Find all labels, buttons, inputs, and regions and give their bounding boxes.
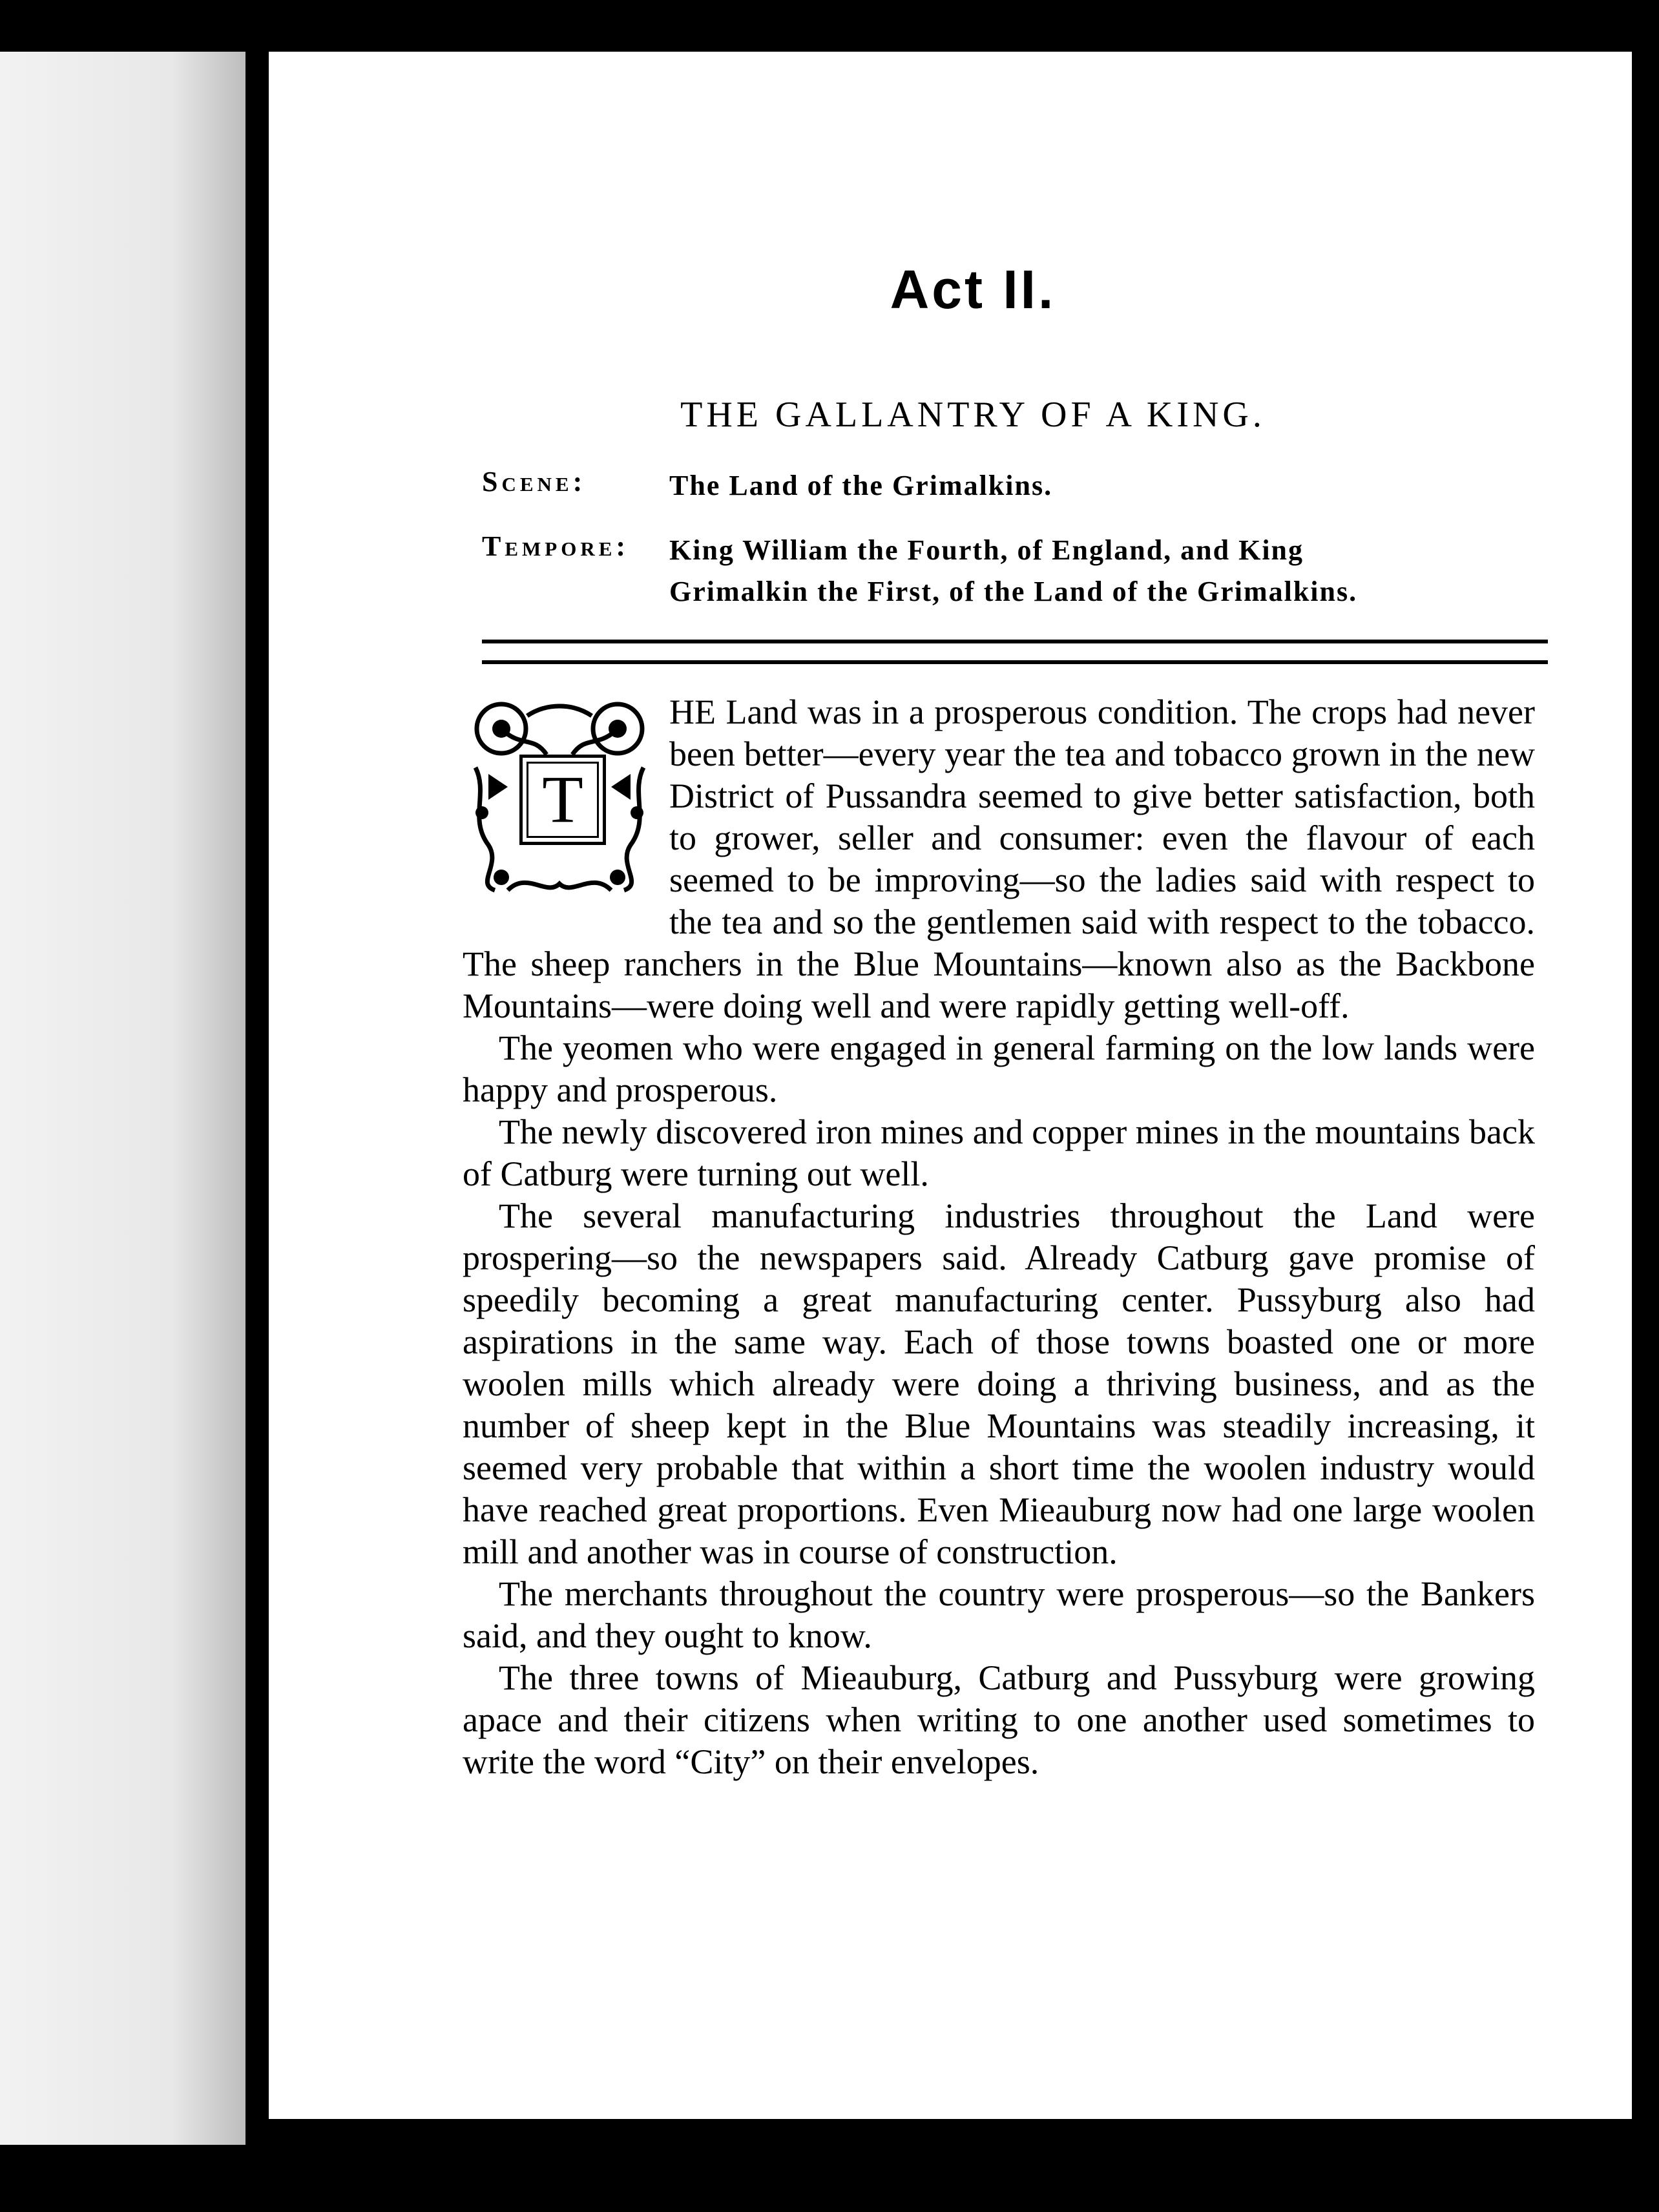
- scene-value: The Land of the Grimalkins.: [669, 470, 1053, 501]
- tempore-value: [669, 530, 1535, 612]
- act-heading: Act II.: [890, 259, 1056, 320]
- facing-page-edge: [0, 52, 245, 2145]
- book-gutter: [245, 45, 269, 2151]
- double-rule-divider: [482, 640, 1548, 664]
- ornamental-drop-cap: [463, 696, 656, 903]
- drop-cap-letter: T: [519, 755, 606, 845]
- paragraph: HE Land was in a prosperous condition. The crops had never been better—every year the tea and tobacco grown in the new District of Pussandra seemed to give better satisfaction, both to grower, seller and consumer: even the flavour of each seemed to be improving—so the ladies said with respect to the tea and so the gentlemen said with respect to the tobacco. The sheep ranchers in the Blue Mountains—known also as the Backbone Mountains—were doing well and were rapidly getting well-off.: [463, 693, 1535, 1025]
- tempore-label: Tempore:: [482, 530, 630, 562]
- tempore-line-2: Grimalkin the First, of the Land of the Grimalkins.: [669, 576, 1358, 607]
- chapter-title: THE GALLANTRY OF A KING.: [680, 395, 1266, 435]
- book-page: [269, 52, 1632, 2119]
- paragraph: The merchants throughout the country were prosperous—so the Bankers said, and they ought to know.: [463, 1574, 1535, 1655]
- paragraph: The three towns of Mieauburg, Catburg and Pussyburg were growing apace and their citizens when writing to one another used sometimes to write the word “City” on their envelopes.: [463, 1658, 1535, 1781]
- paragraph: The newly discovered iron mines and copper mines in the mountains back of Catburg were turning out well.: [463, 1112, 1535, 1193]
- chapter-body: [463, 691, 1535, 1783]
- paragraph: The yeomen who were engaged in general farming on the low lands were happy and prosperous.: [463, 1028, 1535, 1109]
- scene-label: Scene:: [482, 466, 587, 497]
- scene-row: [482, 465, 1535, 506]
- paragraph: The several manufacturing industries throughout the Land were prospering—so the newspapers said. Already Catburg gave promise of speedily becoming a great manufacturing center. Pussyburg also had aspirations in the same way. Each of those towns boasted one or more woolen mills which already were doing a thriving business, and as the number of sheep kept in the Blue Mountains was steadily increasing, it seemed very probable that within a short time the woolen industry would have reached great proportions. Even Mieauburg now had one large woolen mill and another was in course of construction.: [463, 1196, 1535, 1571]
- tempore-line-1: King William the Fourth, of England, and King: [669, 534, 1304, 566]
- tempore-row: [482, 530, 1535, 612]
